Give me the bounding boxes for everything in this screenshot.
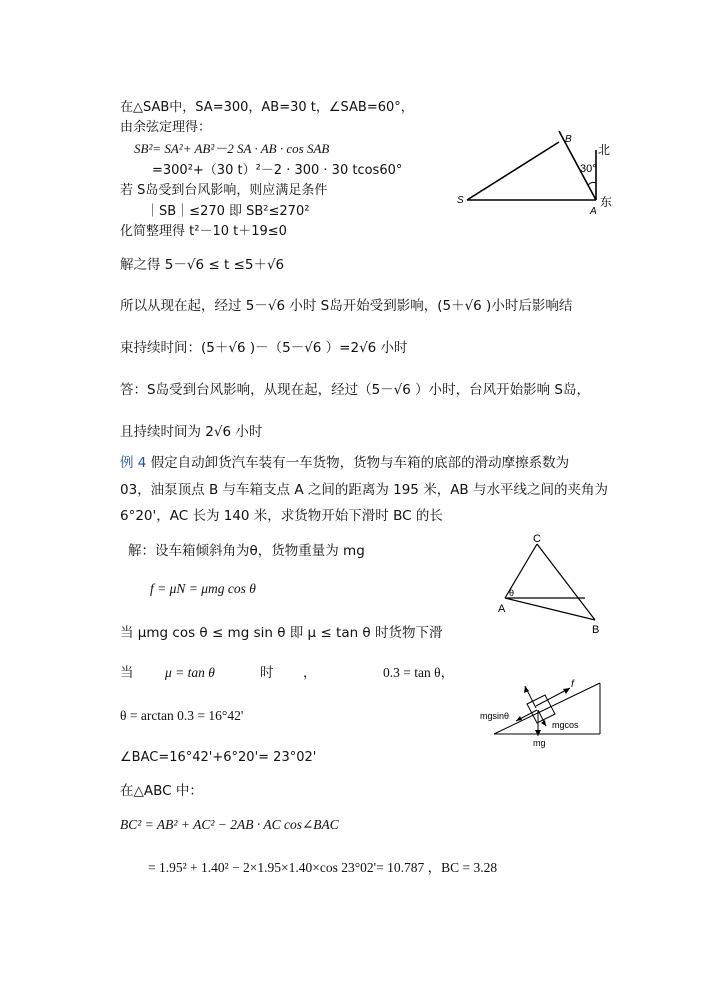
label-east: 东 bbox=[600, 195, 613, 209]
example-text-1: 假定自动卸货汽车装有一车货物，货物与车箱的底部的滑动摩擦系数为 bbox=[150, 455, 570, 471]
tan-value: 0.3 = tan θ， bbox=[383, 665, 455, 680]
line-cb bbox=[537, 544, 595, 620]
text-line-2: 由余弦定理得： bbox=[120, 120, 212, 135]
label-mg: mg bbox=[533, 738, 546, 748]
text-line-12: 且持续时间为 2√6 小时 bbox=[120, 424, 263, 440]
label-mgsin: mgsinθ bbox=[480, 711, 510, 721]
label-c: C bbox=[533, 533, 541, 545]
text-line-6: ｜SB｜≤270 即 SB²≤270² bbox=[146, 204, 310, 219]
condition-line: 当 μmg cos θ ≤ mg sin θ 即 μ ≤ tan θ 时货物下滑 bbox=[120, 625, 443, 641]
text-line-4: =300²+（30 t）²－2 · 300 · 30 tcos60° bbox=[152, 163, 403, 178]
when-label: 当 bbox=[120, 665, 134, 681]
label-a: A bbox=[498, 603, 506, 615]
label-theta: θ bbox=[509, 588, 515, 598]
label-b: B bbox=[565, 134, 572, 145]
triangle-abc-heading: 在△ABC 中： bbox=[120, 783, 203, 799]
cosine-law-formula: BC² = AB² + AC² − 2AB · AC cos∠BAC bbox=[120, 817, 339, 832]
text-line-9: 所以从现在起，经过 5－√6 小时 S岛开始受到影响，(5＋√6 )小时后影响结 bbox=[120, 298, 573, 314]
incline-slope bbox=[494, 683, 600, 734]
label-f: f bbox=[571, 679, 574, 690]
arrow-mg-head bbox=[535, 730, 541, 736]
angle-bac: ∠BAC=16°42'+6°20'= 23°02' bbox=[120, 750, 317, 765]
figure-force-diagram bbox=[478, 666, 608, 748]
label-a: A bbox=[590, 206, 597, 217]
angle-arc bbox=[588, 182, 596, 185]
figure-truck-triangle bbox=[490, 532, 605, 640]
mu-equals-tan: μ = tan θ bbox=[165, 665, 215, 680]
line-sb bbox=[467, 142, 559, 200]
text-line-7: 化简整理得 t²－10 t＋19≤0 bbox=[120, 224, 287, 239]
text-line-5: 若 S岛受到台风影响，则应满足条件 bbox=[120, 183, 328, 198]
text-line-3: SB²= SA²+ AB²－2 SA · AB · cos SAB bbox=[134, 141, 330, 156]
label-b: B bbox=[592, 624, 600, 636]
example-4-line-3: 6°20'，AC 长为 140 米，求货物开始下滑时 BC 的长 bbox=[120, 508, 443, 524]
cosine-law-result: = 1.95² + 1.40² − 2×1.95×1.40×cos 23°02'= 10.787 ，BC = 3.28 bbox=[148, 860, 498, 875]
example-4-line-1 bbox=[120, 455, 569, 471]
text-line-8: 解之得 5－√6 ≤ t ≤5＋√6 bbox=[120, 257, 285, 273]
figure-island-triangle bbox=[455, 128, 615, 217]
label-angle-30: 30° bbox=[580, 163, 597, 175]
comma: ， bbox=[303, 665, 317, 681]
text-line-10: 束持续时间：(5＋√6 )－（5－√6 ）=2√6 小时 bbox=[120, 340, 408, 356]
theta-arctan: θ = arctan 0.3 = 16°42' bbox=[120, 708, 244, 723]
label-mgcos: mgcos bbox=[552, 720, 579, 730]
label-s: S bbox=[457, 195, 464, 206]
formula-friction: f = μN = μmg cos θ bbox=[150, 581, 256, 596]
example-label: 例 4 bbox=[120, 455, 147, 471]
example-4-line-2: 03，油泵顶点 B 与车箱支点 A 之间的距离为 195 米，AB 与水平线之间的夹角为 bbox=[120, 482, 608, 498]
arrow-mgsin-head bbox=[516, 716, 522, 721]
solution-line-1: 解：设车箱倾斜角为θ，货物重量为 mg bbox=[128, 543, 365, 559]
label-north: 北 bbox=[598, 143, 611, 157]
text-line-1: 在△SAB中，SA=300，AB=30 t，∠SAB=60°， bbox=[120, 100, 414, 115]
line-ab bbox=[505, 598, 595, 620]
when-suffix: 时 bbox=[260, 665, 274, 681]
text-line-11: 答：S岛受到台风影响，从现在起，经过（5－√6 ）小时，台风开始影响 S岛， bbox=[120, 382, 591, 398]
